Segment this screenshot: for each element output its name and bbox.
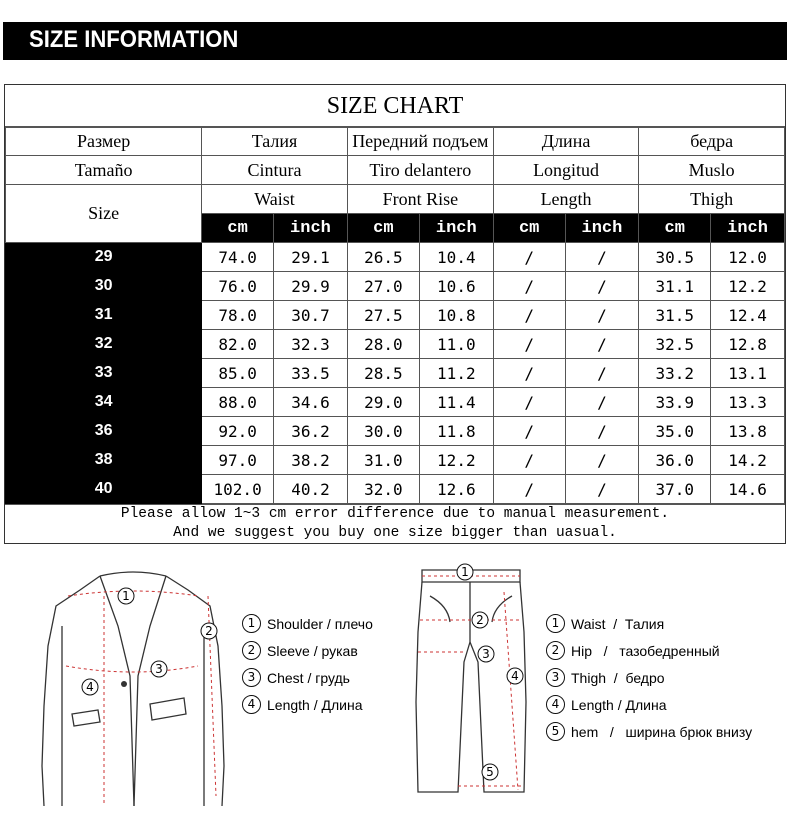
value-cell: 32.5 [639, 330, 711, 359]
header-cell: Length [493, 185, 639, 214]
value-cell: 28.5 [347, 359, 419, 388]
legend-item [546, 718, 752, 745]
value-cell: 36.2 [274, 417, 348, 446]
size-cell: 32 [6, 330, 202, 359]
value-cell: 29.9 [274, 272, 348, 301]
value-cell: 12.0 [711, 243, 785, 272]
legend-number-icon: 3 [242, 668, 261, 687]
size-chart [4, 84, 786, 544]
legend-number-icon: 2 [242, 641, 261, 660]
value-cell: 11.0 [419, 330, 493, 359]
marker-3: 3 [482, 647, 490, 661]
legend-text: Thigh / бедро [571, 669, 665, 686]
table-row [6, 330, 785, 359]
value-cell: / [493, 243, 565, 272]
unit-cell: cm [493, 214, 565, 243]
chart-title: SIZE CHART [5, 85, 785, 128]
value-cell: 29.0 [347, 388, 419, 417]
table-row [6, 475, 785, 504]
legend-text: Length / Длина [267, 696, 363, 713]
legend-text: Sleeve / рукав [267, 642, 358, 659]
jacket-markers [82, 588, 217, 695]
note-line: Please allow 1~3 cm error difference due to manual measurement. [120, 506, 670, 522]
legend-item [242, 610, 373, 637]
note-line: And we suggest you buy one size bigger than uasual. [173, 525, 617, 541]
unit-cell: inch [274, 214, 348, 243]
value-cell: 36.0 [639, 446, 711, 475]
jacket-outline [42, 572, 224, 806]
legend-text: Waist / Талия [571, 615, 665, 632]
table-row [6, 243, 785, 272]
button-mark [121, 681, 127, 687]
table-row [6, 388, 785, 417]
value-cell: 37.0 [639, 475, 711, 504]
value-cell: 28.0 [347, 330, 419, 359]
value-cell: / [565, 446, 639, 475]
value-cell: 12.4 [711, 301, 785, 330]
marker-1: 1 [122, 589, 130, 603]
header-cell: Thigh [639, 185, 785, 214]
value-cell: 29.1 [274, 243, 348, 272]
size-cell: 40 [6, 475, 202, 504]
marker-4: 4 [511, 669, 519, 683]
legend-text: hem / ширина брюк внизу [571, 723, 753, 740]
value-cell: 32.0 [347, 475, 419, 504]
unit-cell: inch [565, 214, 639, 243]
value-cell: 14.6 [711, 475, 785, 504]
header-cell: Longitud [493, 156, 639, 185]
value-cell: 11.2 [419, 359, 493, 388]
value-cell: 12.8 [711, 330, 785, 359]
legend-number-icon: 3 [546, 668, 565, 687]
header-bar [3, 22, 787, 60]
size-cell: 29 [6, 243, 202, 272]
value-cell: 40.2 [274, 475, 348, 504]
marker-5: 5 [486, 765, 494, 779]
value-cell: 97.0 [202, 446, 274, 475]
value-cell: 92.0 [202, 417, 274, 446]
pants-markers [457, 564, 523, 780]
marker-3: 3 [155, 662, 163, 676]
measurement-note [5, 504, 785, 545]
value-cell: 12.6 [419, 475, 493, 504]
value-cell: 12.2 [711, 272, 785, 301]
pants-diagram [408, 562, 533, 809]
jacket-diagram [38, 566, 228, 813]
value-cell: / [493, 272, 565, 301]
header-cell: Tamaño [6, 156, 202, 185]
value-cell: 34.6 [274, 388, 348, 417]
table-row [6, 446, 785, 475]
legend-number-icon: 5 [546, 722, 565, 741]
value-cell: 13.8 [711, 417, 785, 446]
value-cell: 38.2 [274, 446, 348, 475]
value-cell: / [565, 359, 639, 388]
jacket-measure-lines [66, 591, 216, 806]
value-cell: 88.0 [202, 388, 274, 417]
value-cell: 102.0 [202, 475, 274, 504]
header-row-en [6, 185, 785, 214]
value-cell: 35.0 [639, 417, 711, 446]
value-cell: 11.8 [419, 417, 493, 446]
size-cell: 31 [6, 301, 202, 330]
value-cell: / [565, 243, 639, 272]
size-cell: 30 [6, 272, 202, 301]
legend-item [546, 610, 752, 637]
legend-item [242, 664, 373, 691]
header-cell: бедра [639, 127, 785, 156]
legend-item [242, 637, 373, 664]
value-cell: / [565, 272, 639, 301]
value-cell: / [565, 330, 639, 359]
value-cell: 33.5 [274, 359, 348, 388]
value-cell: 31.1 [639, 272, 711, 301]
header-cell: Muslo [639, 156, 785, 185]
value-cell: 26.5 [347, 243, 419, 272]
value-cell: 10.6 [419, 272, 493, 301]
value-cell: 30.7 [274, 301, 348, 330]
header-cell: Tiro delantero [347, 156, 493, 185]
size-cell: 38 [6, 446, 202, 475]
value-cell: 32.3 [274, 330, 348, 359]
value-cell: 30.5 [639, 243, 711, 272]
header-cell: Передний подъем [347, 127, 493, 156]
size-label: Size [6, 185, 202, 243]
legend-number-icon: 4 [242, 695, 261, 714]
size-cell: 34 [6, 388, 202, 417]
unit-cell: cm [202, 214, 274, 243]
value-cell: 12.2 [419, 446, 493, 475]
value-cell: 13.1 [711, 359, 785, 388]
value-cell: / [493, 330, 565, 359]
header-cell: Waist [202, 185, 348, 214]
value-cell: 10.4 [419, 243, 493, 272]
marker-1: 1 [461, 565, 469, 579]
size-cell: 33 [6, 359, 202, 388]
value-cell: / [493, 475, 565, 504]
value-cell: 78.0 [202, 301, 274, 330]
legend-item [546, 664, 752, 691]
value-cell: / [565, 475, 639, 504]
marker-2: 2 [476, 613, 484, 627]
value-cell: 74.0 [202, 243, 274, 272]
legend-number-icon: 1 [546, 614, 565, 633]
value-cell: / [493, 417, 565, 446]
header-row-es [6, 156, 785, 185]
legend-number-icon: 2 [546, 641, 565, 660]
legend-number-icon: 1 [242, 614, 261, 633]
value-cell: 10.8 [419, 301, 493, 330]
unit-cell: inch [419, 214, 493, 243]
header-cell: Талия [202, 127, 348, 156]
value-cell: 33.2 [639, 359, 711, 388]
value-cell: 27.0 [347, 272, 419, 301]
legend-text: Chest / грудь [267, 669, 350, 686]
value-cell: 31.0 [347, 446, 419, 475]
value-cell: / [493, 388, 565, 417]
header-row-ru [6, 127, 785, 156]
header-cell: Размер [6, 127, 202, 156]
value-cell: / [565, 301, 639, 330]
size-table [5, 126, 785, 504]
header-title: SIZE INFORMATION [29, 26, 239, 53]
value-cell: 85.0 [202, 359, 274, 388]
legend-item [242, 691, 373, 718]
value-cell: 30.0 [347, 417, 419, 446]
value-cell: / [565, 417, 639, 446]
legend-text: Hip / тазобедренный [571, 642, 720, 659]
legend-text: Shoulder / плечо [267, 615, 373, 632]
header-cell: Длина [493, 127, 639, 156]
table-row [6, 301, 785, 330]
pants-legend [546, 610, 752, 745]
legend-item [546, 637, 752, 664]
table-row [6, 359, 785, 388]
legend-item [546, 691, 752, 718]
legend-number-icon: 4 [546, 695, 565, 714]
marker-2: 2 [205, 624, 213, 638]
header-cell: Front Rise [347, 185, 493, 214]
value-cell: 82.0 [202, 330, 274, 359]
value-cell: 11.4 [419, 388, 493, 417]
value-cell: 31.5 [639, 301, 711, 330]
value-cell: / [565, 388, 639, 417]
unit-cell: inch [711, 214, 785, 243]
header-cell: Cintura [202, 156, 348, 185]
value-cell: / [493, 359, 565, 388]
value-cell: 76.0 [202, 272, 274, 301]
unit-cell: cm [639, 214, 711, 243]
value-cell: / [493, 446, 565, 475]
legend-text: Length / Длина [571, 696, 667, 713]
value-cell: 27.5 [347, 301, 419, 330]
value-cell: 13.3 [711, 388, 785, 417]
marker-4: 4 [86, 680, 94, 694]
size-cell: 36 [6, 417, 202, 446]
jacket-legend [242, 610, 373, 718]
unit-cell: cm [347, 214, 419, 243]
value-cell: / [493, 301, 565, 330]
table-row [6, 272, 785, 301]
table-row [6, 417, 785, 446]
pants-measure-lines [418, 576, 524, 790]
value-cell: 33.9 [639, 388, 711, 417]
value-cell: 14.2 [711, 446, 785, 475]
